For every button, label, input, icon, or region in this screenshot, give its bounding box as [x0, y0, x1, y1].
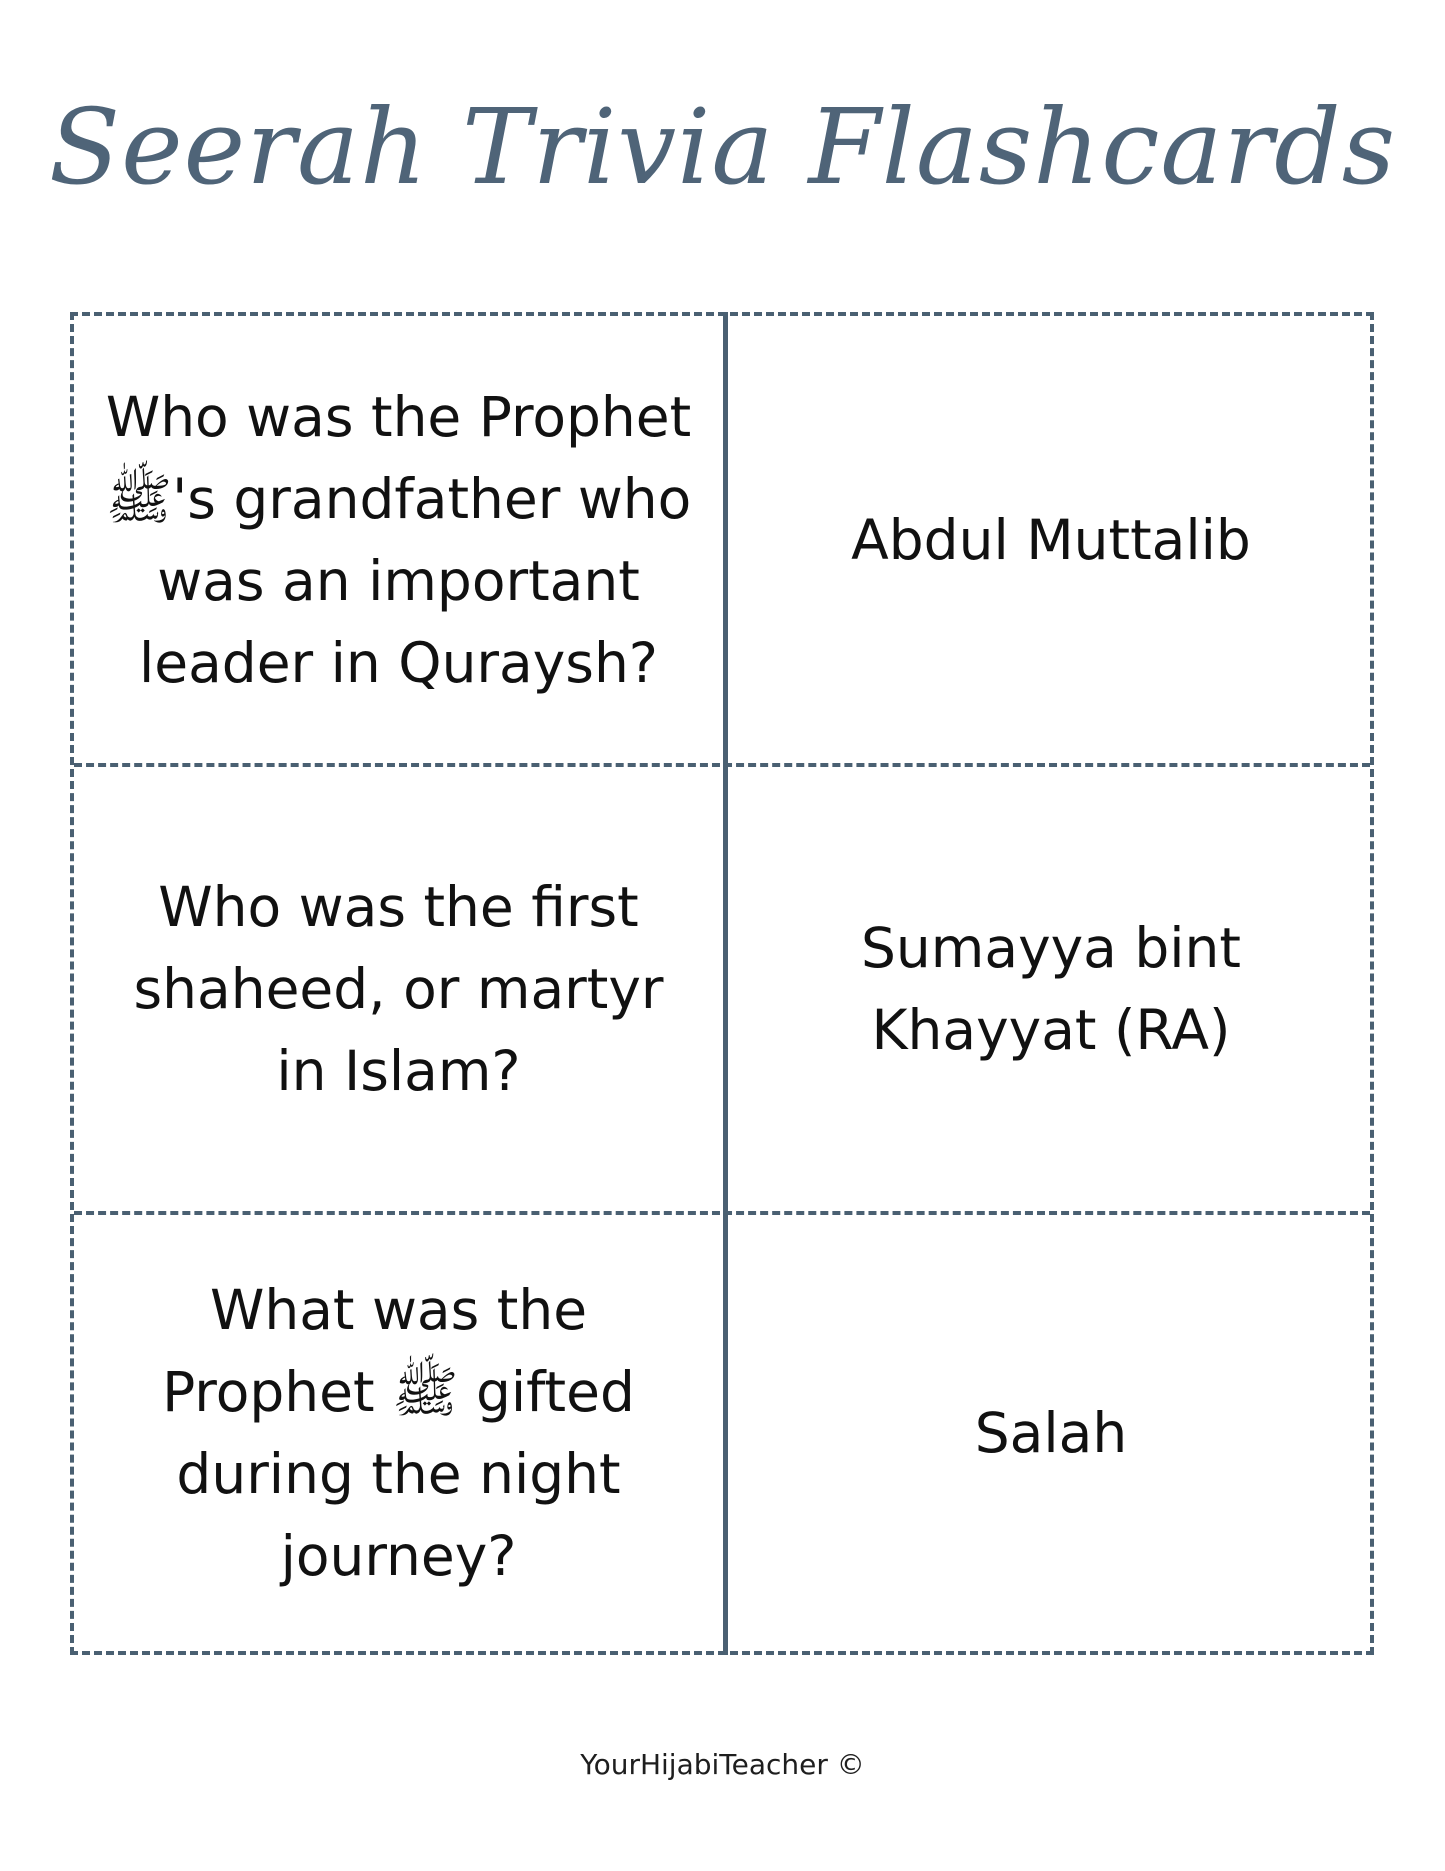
- question-text: Who was the first shaheed, or martyr in Islam?: [133, 875, 664, 1103]
- flashcard-row: [74, 1211, 1370, 1651]
- answer-card: [728, 1215, 1374, 1651]
- flashcard-row: [74, 316, 1370, 763]
- question-card: [74, 1215, 723, 1651]
- flashcard-row: [74, 763, 1370, 1211]
- question-card: [74, 316, 723, 763]
- copyright-footer: YourHijabiTeacher ©: [580, 1748, 865, 1781]
- question-text: What was the Prophet ﷺ gifted during the night journey?: [162, 1278, 635, 1588]
- answer-text: Abdul Muttalib: [851, 507, 1251, 572]
- page-title: Seerah Trivia Flashcards: [48, 86, 1397, 208]
- question-text: Who was the Prophet ﷺ's grandfather who was an important leader in Quraysh?: [105, 384, 692, 695]
- flashcard-grid: [70, 312, 1374, 1655]
- answer-text: Sumayya bint Khayyat (RA): [861, 916, 1241, 1062]
- question-card: [74, 767, 723, 1211]
- answer-card: [728, 767, 1374, 1211]
- answer-text: Salah: [974, 1401, 1128, 1465]
- answer-card: [728, 316, 1374, 763]
